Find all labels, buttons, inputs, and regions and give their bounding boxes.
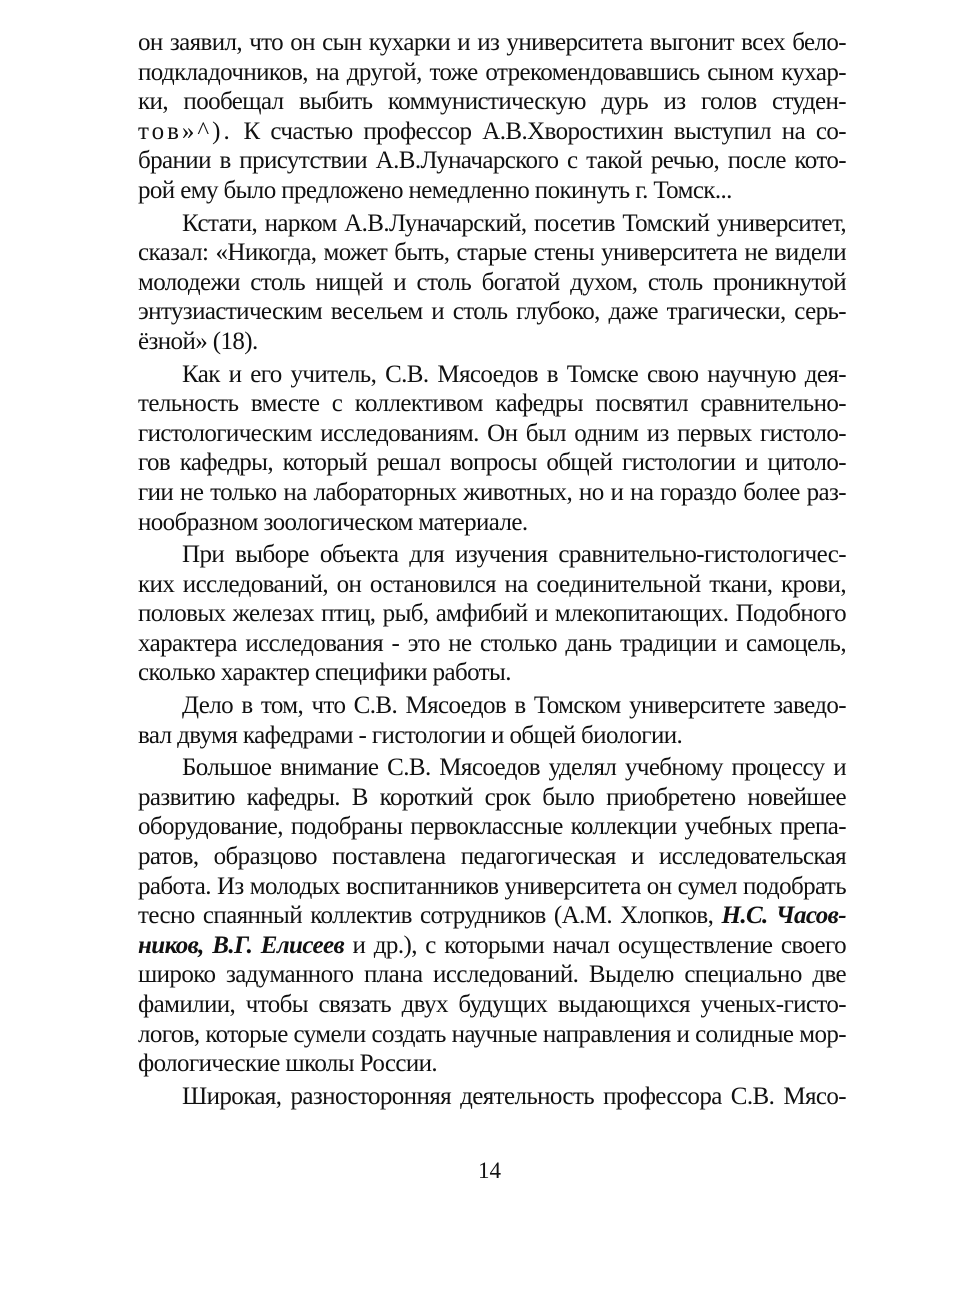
text-fragment: тов»^). bbox=[138, 117, 233, 145]
paragraph bbox=[138, 753, 846, 1079]
document-page bbox=[138, 28, 846, 1111]
paragraph bbox=[138, 360, 846, 538]
text-line: тельность вместе с коллективом кафедры посвятил сравнительно- bbox=[138, 390, 846, 418]
text-fragment: тесно спаянный коллектив сотрудников (А.М. Хлопков, bbox=[138, 902, 722, 930]
text-line: характера исследования - это не столько дань традиции и самоцель, bbox=[138, 629, 846, 657]
text-line: ки, пообещал выбить коммунистическую дурь из голов студен- bbox=[138, 88, 846, 116]
text-line: нообразном зоологическом материале. bbox=[138, 508, 528, 536]
text-line: Широкая, разносторонняя деятельность профессора С.В. Мясо- bbox=[182, 1082, 846, 1110]
text-line: половых железах птиц, рыб, амфибий и млекопитающих. Подобного bbox=[138, 600, 846, 628]
text-line: широко задуманного плана исследований. Выделю специально две bbox=[138, 961, 846, 989]
paragraph bbox=[138, 691, 846, 750]
emphasized-names: ников, В.Г. Елисеев bbox=[138, 931, 345, 959]
text-line: рой ему было предложено немедленно покинуть г. Томск... bbox=[138, 176, 732, 204]
text-line: брании в присутствии А.В.Луначарского с такой речью, после кото- bbox=[138, 147, 846, 175]
text-line: фамилии, чтобы связать двух будущих выдающихся ученых-гисто- bbox=[138, 991, 846, 1018]
text-line: подкладочников, на другой, тоже отрекомендовавшись сыном кухар- bbox=[138, 58, 846, 86]
text-line: вал двумя кафедрами - гистологии и общей биологии. bbox=[138, 721, 683, 749]
text-line: он заявил, что он сын кухарки и из университета выгонит всех бело- bbox=[138, 29, 846, 56]
text-line: развитию кафедры. В короткий срок было приобретено новейшее bbox=[138, 783, 846, 811]
text-line: фологические школы России. bbox=[138, 1050, 438, 1078]
text-line: ратов, образцово поставлена педагогическая и исследовательская bbox=[138, 843, 846, 871]
text-line: сколько характер специфики работы. bbox=[138, 659, 511, 687]
paragraph bbox=[138, 1082, 846, 1112]
text-line: гистологическим исследованиям. Он был одним из первых гистоло- bbox=[138, 419, 846, 447]
text-line: Кстати, нарком А.В.Луначарский, посетив Томский университет, bbox=[182, 209, 846, 237]
text-line: гов кафедры, который решал вопросы общей гистологии и цитоло- bbox=[138, 449, 846, 477]
page-number: 14 bbox=[478, 1158, 501, 1183]
paragraph bbox=[138, 28, 846, 206]
text-line: Дело в том, что С.В. Мясоедов в Томском университете заведо- bbox=[182, 692, 846, 720]
text-line bbox=[138, 901, 846, 931]
paragraph bbox=[138, 540, 846, 688]
text-line: молодежи столь нищей и столь богатой духом, столь проникнутой bbox=[138, 268, 846, 296]
text-line: ёзной» (18). bbox=[138, 327, 258, 355]
text-line: энтузиастическим весельем и столь глубоко, даже трагически, серь- bbox=[138, 298, 846, 326]
text-line: Большое внимание С.В. Мясоедов уделял учебному процессу и bbox=[182, 754, 846, 782]
text-line: оборудование, подобраны первоклассные коллекции учебных препа- bbox=[138, 813, 846, 841]
text-line: логов, которые сумели создать научные направления и солидные мор- bbox=[138, 1020, 846, 1048]
text-line: работа. Из молодых воспитанников университета он сумел подобрать bbox=[138, 872, 846, 900]
text-fragment: К счастью профессор А.В.Хворостихин выступил на со- bbox=[232, 117, 846, 145]
paragraph bbox=[138, 209, 846, 357]
text-line: При выборе объекта для изучения сравнительно-гистологичес- bbox=[182, 541, 846, 569]
text-line: сказал: «Никогда, может быть, старые стены университета не видели bbox=[138, 239, 846, 267]
text-line: Как и его учитель, С.В. Мясоедов в Томске свою научную дея- bbox=[182, 360, 846, 388]
text-line bbox=[138, 931, 846, 961]
text-line: гии не только на лабораторных животных, но и на гораздо более раз- bbox=[138, 478, 846, 506]
emphasized-names: Н.С. Часов- bbox=[721, 902, 846, 930]
text-line: ких исследований, он остановился на соединительной ткани, крови, bbox=[138, 570, 846, 598]
text-fragment: и др.), с которыми начал осуществление своего bbox=[344, 931, 846, 959]
text-line bbox=[138, 117, 846, 147]
